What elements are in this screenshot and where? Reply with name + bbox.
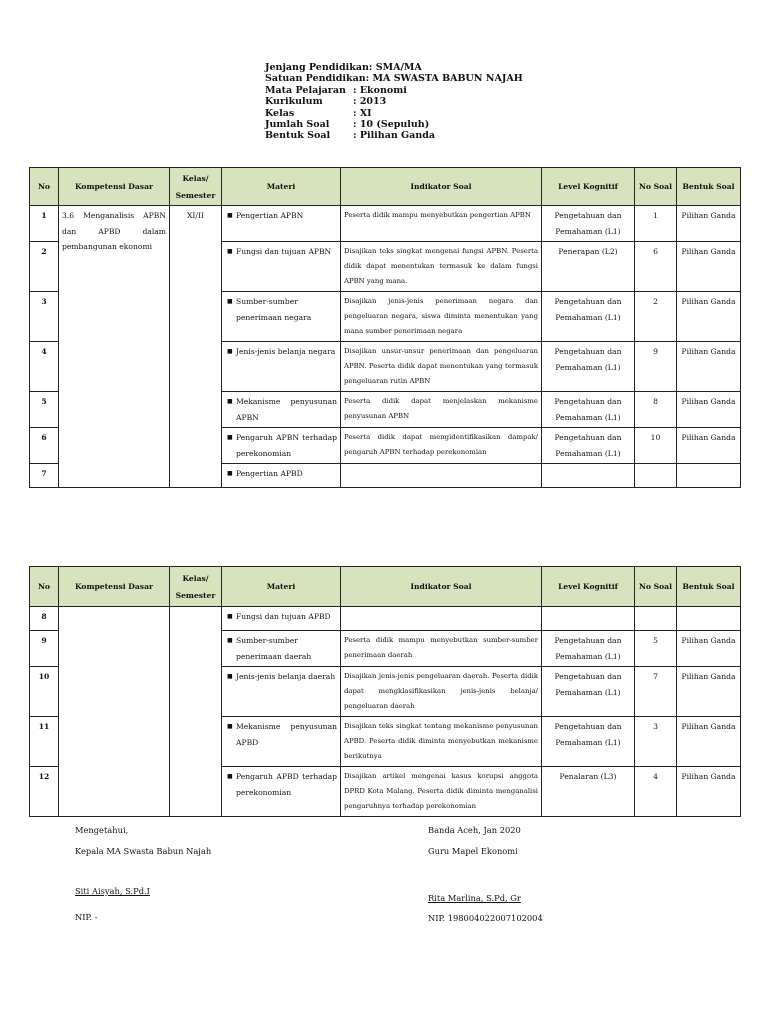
row-no: 9 [30,631,59,667]
row-no: 5 [30,392,59,428]
meta-label: Mata Pelajaran [265,84,346,96]
meta-label: Kelas [265,107,295,119]
indikator-cell: Disajikan jenis-jenis penerimaan negara dan pengeluaran negara, siswa diminta menentukan yang mana sumber penerimaan negara [341,292,542,342]
bullet-icon: ■ [227,470,233,477]
bullet-icon: ■ [227,298,233,305]
header-indikator: Indikator Soal [341,168,542,206]
meta-label: Jenjang Pendidikan: [265,62,373,73]
bullet-icon: ■ [227,673,233,680]
level-cell: Pengetahuan dan Pemahaman (L1) [542,717,635,767]
materi-text: Pengertian APBD [236,469,303,478]
level-cell: Pengetahuan dan Pemahaman (L1) [542,392,635,428]
header-kelas-line1: Kelas/ [182,173,209,183]
materi-text: Fungsi dan tujuan APBD [236,612,331,621]
nosoal-cell: 7 [635,667,677,717]
indikator-cell: Peserta didik dapat menjelaskan mekanisme penyusunan APBN [341,392,542,428]
header-bentuk: Bentuk Soal [677,168,741,206]
bullet-icon: ■ [227,212,233,219]
teacher-name: Rita Marlina, S.Pd, Gr [428,893,521,903]
bullet-icon: ■ [227,613,233,620]
row-no: 10 [30,667,59,717]
nosoal-cell: 3 [635,717,677,767]
nosoal-cell: 10 [635,428,677,464]
row-no: 8 [30,607,59,631]
materi-text: Jenis-jenis belanja negara [236,347,336,356]
bentuk-cell: Pilihan Ganda [677,767,741,817]
principal-name: Siti Aisyah, S.Pd.I [75,886,150,896]
row-no: 6 [30,428,59,464]
indikator-cell: Disajikan artikel mengenai kasus korupsi anggota DPRD Kota Malang. Peserta didik diminta menganalisi pengaruhnya terhadap perekonomian [341,767,542,817]
indikator-cell: Disajikan teks singkat mengenai fungsi APBN. Peserta didik dapat menentukan termasuk ke dalam fungsi APBN yang mana. [341,242,542,292]
header-bentuk: Bentuk Soal [677,567,741,607]
nosoal-cell: 8 [635,392,677,428]
header-indikator: Indikator Soal [341,567,542,607]
meta-value: : Pilihan Ganda [353,130,436,142]
footer-left-line2: Kepala MA Swasta Babun Najah [75,846,212,856]
materi-text: Pengaruh APBD terhadap perekonomian [236,772,337,797]
indikator-cell: Disajikan unsur-unsur penerimaan dan pengeluaran APBN. Peserta didik dapat menentukan yang termasuk pengeluaran rutin APBN [341,342,542,392]
meta-label: Satuan Pendidikan: [265,73,370,85]
footer-left-line1: Mengetahui, [75,825,129,835]
header-level: Level Kognitif [542,168,635,206]
level-cell: Penalaran (L3) [542,767,635,817]
nosoal-cell: 5 [635,631,677,667]
bullet-icon: ■ [227,773,233,780]
meta-label: Kurikulum [265,96,323,108]
materi-text: Pengertian APBN [236,211,304,220]
bullet-icon: ■ [227,637,233,644]
materi-text: Sumber-sumber penerimaan negara [236,297,312,322]
bentuk-cell: Pilihan Ganda [677,631,741,667]
header-kompetensi: Kompetensi Dasar [59,567,170,607]
header-kelas-line2: Semester [175,590,216,600]
row-no: 3 [30,292,59,342]
bentuk-cell: Pilihan Ganda [677,428,741,464]
materi-text: Mekanisme penyusunan APBN [236,397,337,422]
level-cell: Pengetahuan dan Pemahaman (L1) [542,428,635,464]
meta-value: : XI [353,107,372,119]
bentuk-cell: Pilihan Ganda [677,667,741,717]
nosoal-cell: 9 [635,342,677,392]
header-kelas-line2: Semester [175,190,216,200]
level-cell: Pengetahuan dan Pemahaman (L1) [542,292,635,342]
footer-right-line2: Guru Mapel Ekonomi [428,846,518,856]
bullet-icon: ■ [227,723,233,730]
row-no: 11 [30,717,59,767]
indikator-cell: Peserta didik dapat mengidentifikasikan dampak/ pengaruh APBN terhadap perekonomian [341,428,542,464]
meta-value: : Ekonomi [353,84,407,96]
bullet-icon: ■ [227,434,233,441]
meta-label: Bentuk Soal [265,130,331,142]
materi-text: Fungsi dan tujuan APBN [236,247,332,256]
materi-text: Jenis-jenis belanja daerah [236,672,336,681]
meta-label: Jumlah Soal [265,119,330,131]
footer-right-line1: Banda Aceh, Jan 2020 [428,825,521,835]
level-cell: Pengetahuan dan Pemahaman (L1) [542,342,635,392]
nosoal-cell: 4 [635,767,677,817]
nosoal-cell: 2 [635,292,677,342]
level-cell: Pengetahuan dan Pemahaman (L1) [542,206,635,242]
bullet-icon: ■ [227,348,233,355]
indikator-cell: Peserta didik mampu menyebutkan sumber-sumber penerimaan daerah [341,631,542,667]
level-cell: Pengetahuan dan Pemahaman (L1) [542,631,635,667]
indikator-cell: Disajikan teks singkat tentang mekanisme penyusunan APBD. Peserta didik diminta menyebutkan mekanisme berikutnya [341,717,542,767]
bentuk-cell: Pilihan Ganda [677,342,741,392]
level-cell: Penerapan (L2) [542,242,635,292]
bullet-icon: ■ [227,248,233,255]
kompetensi-dasar-cell: 3.6 Menganalisis APBN dan APBD dalam pembangunan ekonomi [59,206,170,488]
bullet-icon: ■ [227,398,233,405]
principal-nip: NIP. - [75,912,98,922]
header-materi: Materi [222,168,341,206]
header-nosoal: No Soal [635,168,677,206]
meta-value: : 2013 [353,96,387,108]
row-no: 2 [30,242,59,292]
bentuk-cell: Pilihan Ganda [677,717,741,767]
header-nosoal: No Soal [635,567,677,607]
header-no: No [30,567,59,607]
header-kelas-line1: Kelas/ [182,573,209,583]
nosoal-cell: 1 [635,206,677,242]
materi-text: Sumber-sumber penerimaan daerah [236,636,312,661]
header-materi: Materi [222,567,341,607]
meta-value: SMA/MA [375,62,422,73]
bentuk-cell: Pilihan Ganda [677,392,741,428]
teacher-nip: NIP. 198004022007102004 [428,913,543,923]
bentuk-cell: Pilihan Ganda [677,242,741,292]
nosoal-cell: 6 [635,242,677,292]
kelas-semester-cell: XI/II [170,206,222,488]
row-no: 4 [30,342,59,392]
row-no: 7 [30,464,59,488]
bentuk-cell: Pilihan Ganda [677,292,741,342]
materi-text: Mekanisme penyusunan APBD [236,722,337,747]
bentuk-cell: Pilihan Ganda [677,206,741,242]
indikator-cell: Disajikan jenis-jenis pengeluaran daerah. Peserta didik dapat mengklasifikasikan jenis-jenis belanja/ pengeluaran daerah [341,667,542,717]
level-cell: Pengetahuan dan Pemahaman (L1) [542,667,635,717]
materi-text: Pengaruh APBN terhadap perekonomian [236,433,337,458]
row-no: 1 [30,206,59,242]
indikator-cell: Peserta didik mampu menyebutkan pengertian APBN [341,206,542,242]
header-no: No [30,168,59,206]
meta-value: : 10 (Sepuluh) [353,119,430,131]
meta-value: MA SWASTA BABUN NAJAH [372,73,523,85]
row-no: 12 [30,767,59,817]
header-level: Level Kognitif [542,567,635,607]
header-kompetensi: Kompetensi Dasar [59,168,170,206]
